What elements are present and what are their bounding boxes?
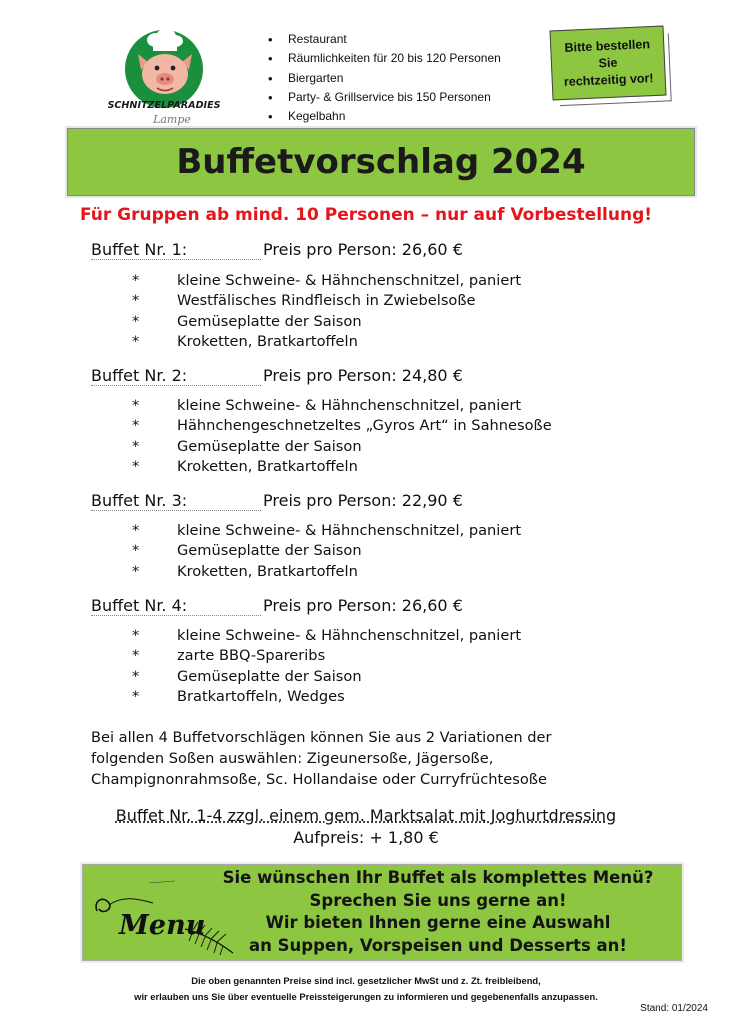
pig-chef-icon: [108, 28, 220, 128]
feature-list: [268, 30, 501, 126]
price-disclaimer: [0, 973, 732, 1005]
feature-item: • Räumlichkeiten für 20 bis 120 Personen: [268, 49, 501, 68]
menu-offer-line: Sprechen Sie uns gerne an!: [309, 890, 567, 910]
buffet-3-header: [91, 491, 463, 511]
order-ahead-text: Bitte bestellen Sie rechtzeitig vor!: [563, 36, 654, 89]
buffet-4-header: [91, 596, 463, 616]
buffet-item: * kleine Schweine- & Hähnchenschnitzel, paniert: [130, 626, 521, 646]
buffet-item: * Gemüseplatte der Saison: [130, 667, 521, 687]
menu-offer-text: [203, 867, 673, 957]
sauce-note-line: folgenden Soßen auswählen: Zigeunersoße, Jägersoße,: [91, 750, 494, 767]
buffet-item: * zarte BBQ-Spareribs: [130, 646, 521, 666]
buffet-item: * Gemüseplatte der Saison: [130, 541, 521, 561]
buffet-price: Preis pro Person: 26,60 €: [263, 596, 463, 615]
buffet-item: * kleine Schweine- & Hähnchenschnitzel, paniert: [130, 396, 552, 416]
buffet-1-items: [130, 271, 521, 352]
feature-item: • Kegelbahn: [268, 107, 501, 126]
menu-offer-line: Wir bieten Ihnen gerne eine Auswahl: [265, 913, 611, 932]
restaurant-logo: [108, 28, 220, 128]
menu-offer-box: [82, 864, 682, 961]
logo-name-text: Lampe: [153, 113, 191, 126]
page-title: Buffetvorschlag 2024: [176, 142, 586, 182]
logo-brand-text: SCHNITZELPARADIES: [108, 100, 220, 111]
buffet-item: * Kroketten, Bratkartoffeln: [130, 562, 521, 582]
group-requirement-notice: Für Gruppen ab mind. 10 Personen – nur auf Vorbestellung!: [79, 205, 652, 225]
buffet-4-items: [130, 626, 521, 707]
buffet-item: * Gemüseplatte der Saison: [130, 312, 521, 332]
menu-offer-line: Sie wünschen Ihr Buffet als komplettes Menü?: [222, 868, 654, 887]
buffet-label: Buffet Nr. 3:: [91, 491, 261, 511]
title-banner: [67, 128, 695, 196]
buffet-item: * kleine Schweine- & Hähnchenschnitzel, paniert: [130, 271, 521, 291]
disclaimer-line: Die oben genannten Preise sind incl. gesetzlicher MwSt und z. Zt. freibleibend,: [191, 975, 541, 986]
buffet-2-items: [130, 396, 552, 477]
buffet-item: * Hähnchengeschnetzeltes „Gyros Art“ in Sahnesoße: [130, 416, 552, 436]
sauce-note: [91, 727, 651, 790]
menu-offer-line: an Suppen, Vorspeisen und Desserts an!: [249, 935, 627, 955]
feature-item: • Party- & Grillservice bis 150 Personen: [268, 88, 501, 107]
disclaimer-line: wir erlauben uns Sie über eventuelle Preissteigerungen zu informieren und gegebenenfalls anzupassen.: [134, 991, 598, 1002]
buffet-price: Preis pro Person: 22,90 €: [263, 491, 463, 510]
buffet-item: * kleine Schweine- & Hähnchenschnitzel, paniert: [130, 521, 521, 541]
buffet-2-header: [91, 366, 463, 386]
buffet-3-items: [130, 521, 521, 582]
order-ahead-note: [550, 26, 667, 101]
buffet-label: Buffet Nr. 2:: [91, 366, 261, 386]
salad-addon-price: Aufpreis: + 1,80 €: [293, 828, 439, 847]
buffet-label: Buffet Nr. 1:: [91, 240, 261, 260]
buffet-label: Buffet Nr. 4:: [91, 596, 261, 616]
salad-addon-text: Buffet Nr. 1-4 zzgl. einem gem. Marktsalat mit Joghurtdressing: [115, 806, 617, 825]
buffet-item: * Kroketten, Bratkartoffeln: [130, 457, 552, 477]
buffet-item: * Kroketten, Bratkartoffeln: [130, 332, 521, 352]
document-date: Stand: 01/2024: [640, 1003, 708, 1014]
buffet-item: * Gemüseplatte der Saison: [130, 437, 552, 457]
feature-item: • Restaurant: [268, 30, 501, 49]
sauce-note-line: Bei allen 4 Buffetvorschlägen können Sie aus 2 Variationen der: [91, 729, 552, 746]
buffet-item: * Westfälisches Rindfleisch in Zwiebelsoße: [130, 291, 521, 311]
buffet-item: * Bratkartoffeln, Wedges: [130, 687, 521, 707]
feature-item: • Biergarten: [268, 69, 501, 88]
sauce-note-line: Champignonrahmsoße, Sc. Hollandaise oder Curryfrüchtesoße: [91, 771, 547, 788]
buffet-price: Preis pro Person: 24,80 €: [263, 366, 463, 385]
menu-art-word: Menu: [119, 910, 206, 941]
buffet-price: Preis pro Person: 26,60 €: [263, 240, 463, 259]
buffet-1-header: [91, 240, 463, 260]
